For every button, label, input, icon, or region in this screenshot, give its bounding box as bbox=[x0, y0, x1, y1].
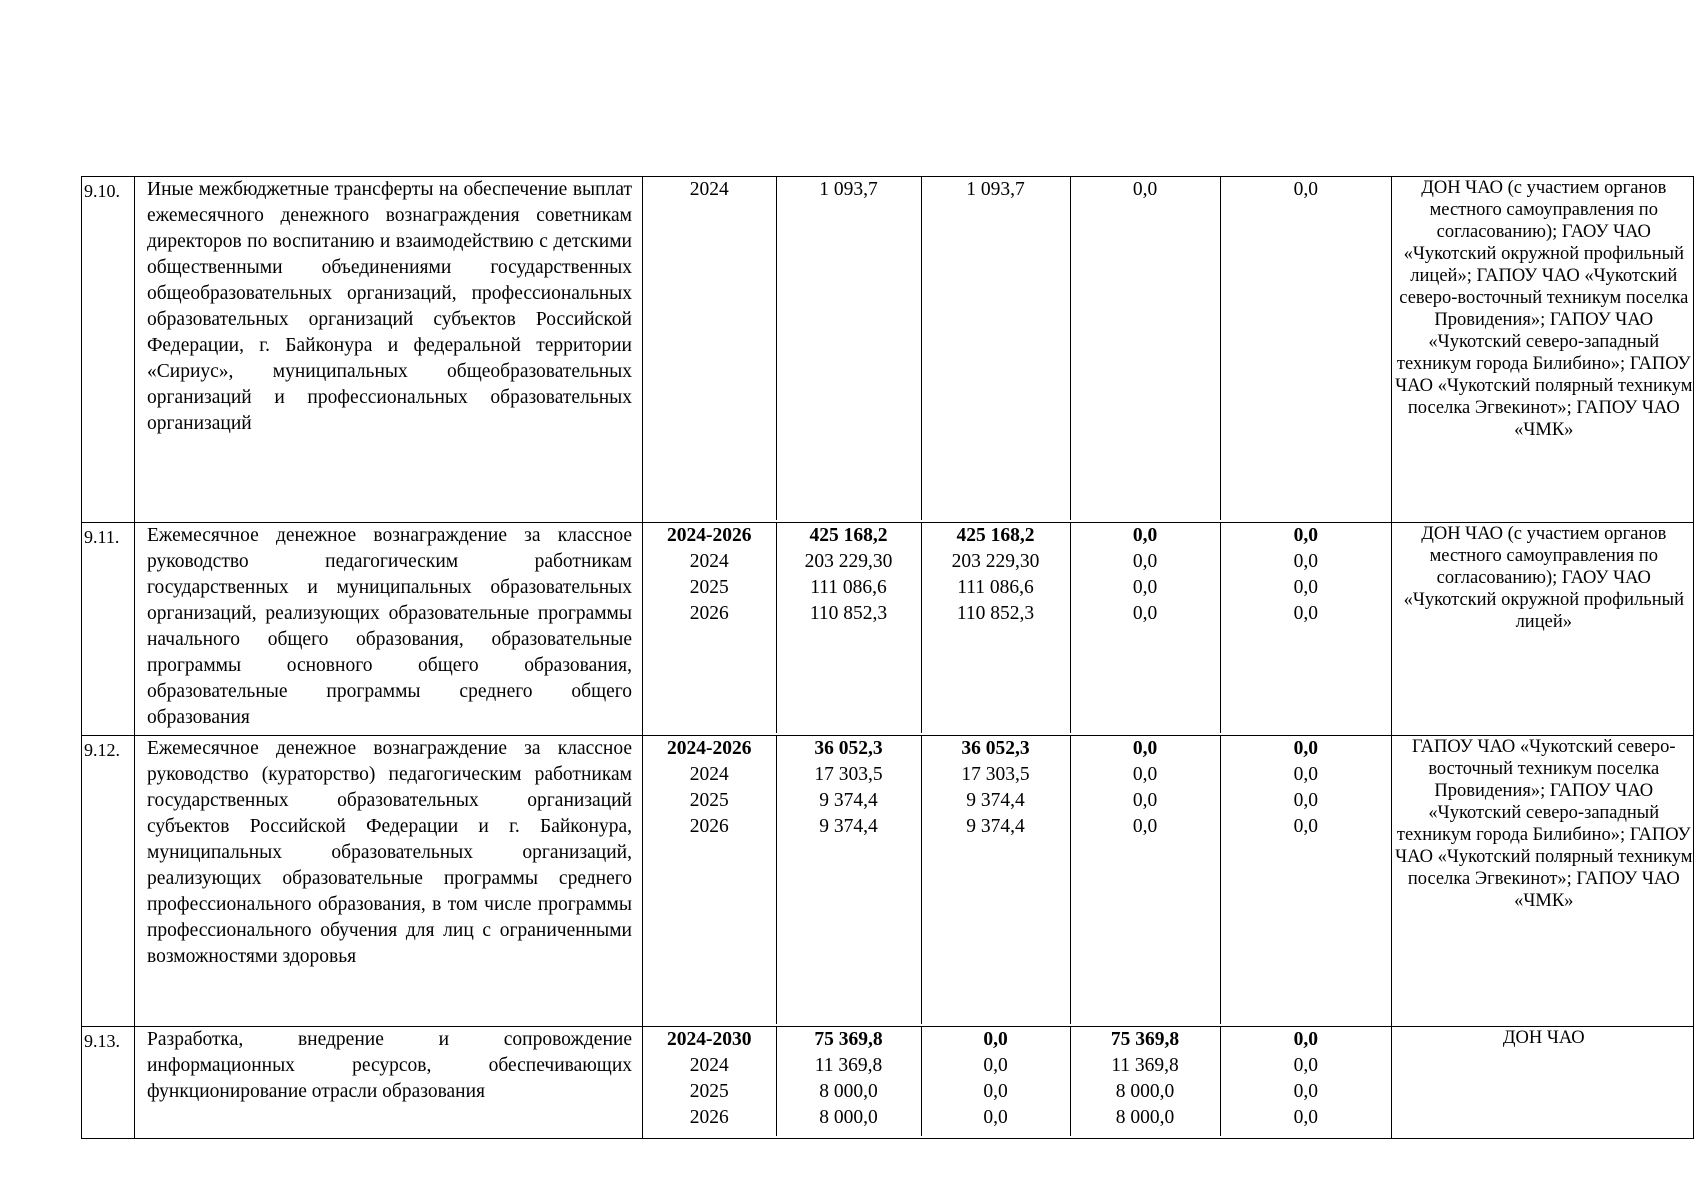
federal-budget-cell: 0,0 bbox=[1070, 814, 1220, 840]
year-cell: 2026 bbox=[689, 816, 729, 837]
federal-budget-cell: 11 369,8 bbox=[1070, 1053, 1220, 1079]
measure-description: Иные межбюджетные трансферты на обеспечение выплат ежемесячного денежного вознаграждения советникам директоров по воспитанию и взаимодействию с детскими общественными объединениями государственных общеобразовательных организаций, профессиональных образовательных организаций субъектов Российской Федерации, г. Байконура и федеральной территории «Сириус», муниципальных общеобразовательных организаций и профессиональных образовательных организаций bbox=[147, 179, 632, 434]
funding-row bbox=[643, 1105, 1391, 1131]
funding-row bbox=[643, 1079, 1391, 1105]
measure-description: Ежемесячное денежное вознаграждение за классное руководство (кураторство) педагогическим работникам государственных образовательных организаций субъектов Российской Федерации и г. Байконура, муниципальных образовательных организаций, реализующих образовательные программы среднего профессионального образования, в том числе программы профессионального обучения для лиц с ограниченными возможностями здоровья bbox=[147, 738, 632, 967]
funding-row bbox=[643, 601, 1391, 627]
responsible-executor: ГАПОУ ЧАО «Чукотский северо-восточный техникум поселка Провидения»; ГАПОУ ЧАО «Чукотский северо-западный техникум города Билибино»; ГАПОУ ЧАО «Чукотский полярный техникум поселка Эгвекинот»; ГАПОУ ЧАО «ЧМК» bbox=[1391, 736, 1694, 1026]
table-row bbox=[82, 736, 1694, 1027]
federal-budget-cell: 0,0 bbox=[1070, 177, 1220, 203]
other-sources-cell: 0,0 bbox=[1220, 1027, 1391, 1053]
district-budget-cell: 9 374,4 bbox=[921, 814, 1070, 840]
federal-budget-cell: 0,0 bbox=[1070, 575, 1220, 601]
total-amount-cell: 9 374,4 bbox=[776, 814, 921, 840]
total-amount-cell: 8 000,0 bbox=[776, 1105, 921, 1131]
district-budget-cell: 111 086,6 bbox=[921, 575, 1070, 601]
responsible-executor: ДОН ЧАО (с участием органов местного самоуправления по согласованию); ГАОУ ЧАО «Чукотский окружной профильный лицей» bbox=[1391, 523, 1694, 735]
measure-description-cell bbox=[135, 177, 643, 523]
year-cell: 2024 bbox=[689, 179, 729, 200]
year-cell: 2024 bbox=[689, 1055, 729, 1076]
row-number: 9.13. bbox=[82, 1027, 135, 1139]
other-sources-cell: 0,0 bbox=[1220, 575, 1391, 601]
budget-table bbox=[81, 176, 1694, 1139]
funding-row bbox=[643, 575, 1391, 601]
total-amount-cell: 17 303,5 bbox=[776, 762, 921, 788]
other-sources-cell: 0,0 bbox=[1220, 736, 1391, 762]
funding-row bbox=[643, 523, 1391, 549]
funding-row bbox=[643, 762, 1391, 788]
other-sources-cell: 0,0 bbox=[1220, 523, 1391, 549]
federal-budget-cell: 0,0 bbox=[1070, 549, 1220, 575]
row-number: 9.11. bbox=[82, 523, 135, 736]
total-amount-cell: 203 229,30 bbox=[776, 549, 921, 575]
district-budget-cell: 17 303,5 bbox=[921, 762, 1070, 788]
district-budget-cell: 0,0 bbox=[921, 1105, 1070, 1131]
total-amount-cell: 425 168,2 bbox=[776, 523, 921, 549]
district-budget-cell: 9 374,4 bbox=[921, 788, 1070, 814]
other-sources-cell: 0,0 bbox=[1220, 549, 1391, 575]
federal-budget-cell: 75 369,8 bbox=[1070, 1027, 1220, 1053]
year-cell: 2024 bbox=[689, 764, 729, 785]
district-budget-cell: 0,0 bbox=[921, 1053, 1070, 1079]
total-amount-cell: 11 369,8 bbox=[776, 1053, 921, 1079]
total-amount-cell: 9 374,4 bbox=[776, 788, 921, 814]
measure-description-cell bbox=[135, 1027, 643, 1139]
table-row bbox=[82, 177, 1694, 523]
funding-block bbox=[643, 736, 1694, 1027]
measure-description: Разработка, внедрение и сопровождение информационных ресурсов, обеспечивающих функционирование отрасли образования bbox=[147, 1029, 632, 1102]
other-sources-cell: 0,0 bbox=[1220, 788, 1391, 814]
funding-row bbox=[643, 177, 1391, 203]
year-cell: 2025 bbox=[689, 790, 729, 811]
funding-row bbox=[643, 814, 1391, 840]
other-sources-cell: 0,0 bbox=[1220, 1105, 1391, 1131]
funding-row bbox=[643, 736, 1391, 762]
responsible-executor: ДОН ЧАО (с участием органов местного самоуправления по согласованию); ГАОУ ЧАО «Чукотский окружной профильный лицей»; ГАПОУ ЧАО «Чукотский северо-восточный техникум поселка Провидения»; ГАПОУ ЧАО «Чукотский северо-западный техникум города Билибино»; ГАПОУ ЧАО «Чукотский полярный техникум поселка Эгвекинот»; ГАПОУ ЧАО «ЧМК» bbox=[1391, 177, 1694, 522]
funding-block bbox=[643, 1027, 1694, 1139]
funding-row bbox=[643, 788, 1391, 814]
other-sources-cell: 0,0 bbox=[1220, 177, 1391, 203]
district-budget-cell: 203 229,30 bbox=[921, 549, 1070, 575]
other-sources-cell: 0,0 bbox=[1220, 601, 1391, 627]
year-cell: 2024-2030 bbox=[667, 1029, 752, 1050]
funding-block bbox=[643, 523, 1694, 736]
funding-table bbox=[643, 1027, 1391, 1136]
funding-block bbox=[643, 177, 1694, 523]
year-cell: 2024-2026 bbox=[667, 525, 752, 546]
total-amount-cell: 8 000,0 bbox=[776, 1079, 921, 1105]
total-amount-cell: 111 086,6 bbox=[776, 575, 921, 601]
funding-row bbox=[643, 549, 1391, 575]
funding-row bbox=[643, 1053, 1391, 1079]
district-budget-cell: 110 852,3 bbox=[921, 601, 1070, 627]
total-amount-cell: 1 093,7 bbox=[776, 177, 921, 203]
measure-description-cell bbox=[135, 736, 643, 1027]
federal-budget-cell: 0,0 bbox=[1070, 788, 1220, 814]
table-row bbox=[82, 523, 1694, 736]
measure-description: Ежемесячное денежное вознаграждение за классное руководство педагогическим работникам государственных и муниципальных образовательных организаций, реализующих образовательные программы начального общего образования, образовательные программы основного общего образования, образовательные программы среднего общего образования bbox=[147, 525, 632, 728]
funding-table bbox=[643, 736, 1391, 1024]
district-budget-cell: 0,0 bbox=[921, 1079, 1070, 1105]
funding-row bbox=[643, 1027, 1391, 1053]
other-sources-cell: 0,0 bbox=[1220, 1053, 1391, 1079]
federal-budget-cell: 0,0 bbox=[1070, 736, 1220, 762]
funding-table bbox=[643, 523, 1391, 733]
federal-budget-cell: 8 000,0 bbox=[1070, 1079, 1220, 1105]
year-cell: 2026 bbox=[689, 1107, 729, 1128]
federal-budget-cell: 8 000,0 bbox=[1070, 1105, 1220, 1131]
responsible-executor: ДОН ЧАО bbox=[1391, 1027, 1694, 1138]
other-sources-cell: 0,0 bbox=[1220, 1079, 1391, 1105]
federal-budget-cell: 0,0 bbox=[1070, 762, 1220, 788]
other-sources-cell: 0,0 bbox=[1220, 762, 1391, 788]
other-sources-cell: 0,0 bbox=[1220, 814, 1391, 840]
district-budget-cell: 0,0 bbox=[921, 1027, 1070, 1053]
funding-table bbox=[643, 177, 1391, 520]
row-number: 9.12. bbox=[82, 736, 135, 1027]
year-cell: 2024-2026 bbox=[667, 738, 752, 759]
year-cell: 2025 bbox=[689, 1081, 729, 1102]
district-budget-cell: 1 093,7 bbox=[921, 177, 1070, 203]
row-number: 9.10. bbox=[82, 177, 135, 523]
district-budget-cell: 425 168,2 bbox=[921, 523, 1070, 549]
federal-budget-cell: 0,0 bbox=[1070, 601, 1220, 627]
year-cell: 2026 bbox=[689, 603, 729, 624]
table-row bbox=[82, 1027, 1694, 1139]
federal-budget-cell: 0,0 bbox=[1070, 523, 1220, 549]
total-amount-cell: 75 369,8 bbox=[776, 1027, 921, 1053]
year-cell: 2024 bbox=[689, 551, 729, 572]
total-amount-cell: 36 052,3 bbox=[776, 736, 921, 762]
total-amount-cell: 110 852,3 bbox=[776, 601, 921, 627]
table-body bbox=[82, 177, 1694, 1139]
district-budget-cell: 36 052,3 bbox=[921, 736, 1070, 762]
measure-description-cell bbox=[135, 523, 643, 736]
year-cell: 2025 bbox=[689, 577, 729, 598]
